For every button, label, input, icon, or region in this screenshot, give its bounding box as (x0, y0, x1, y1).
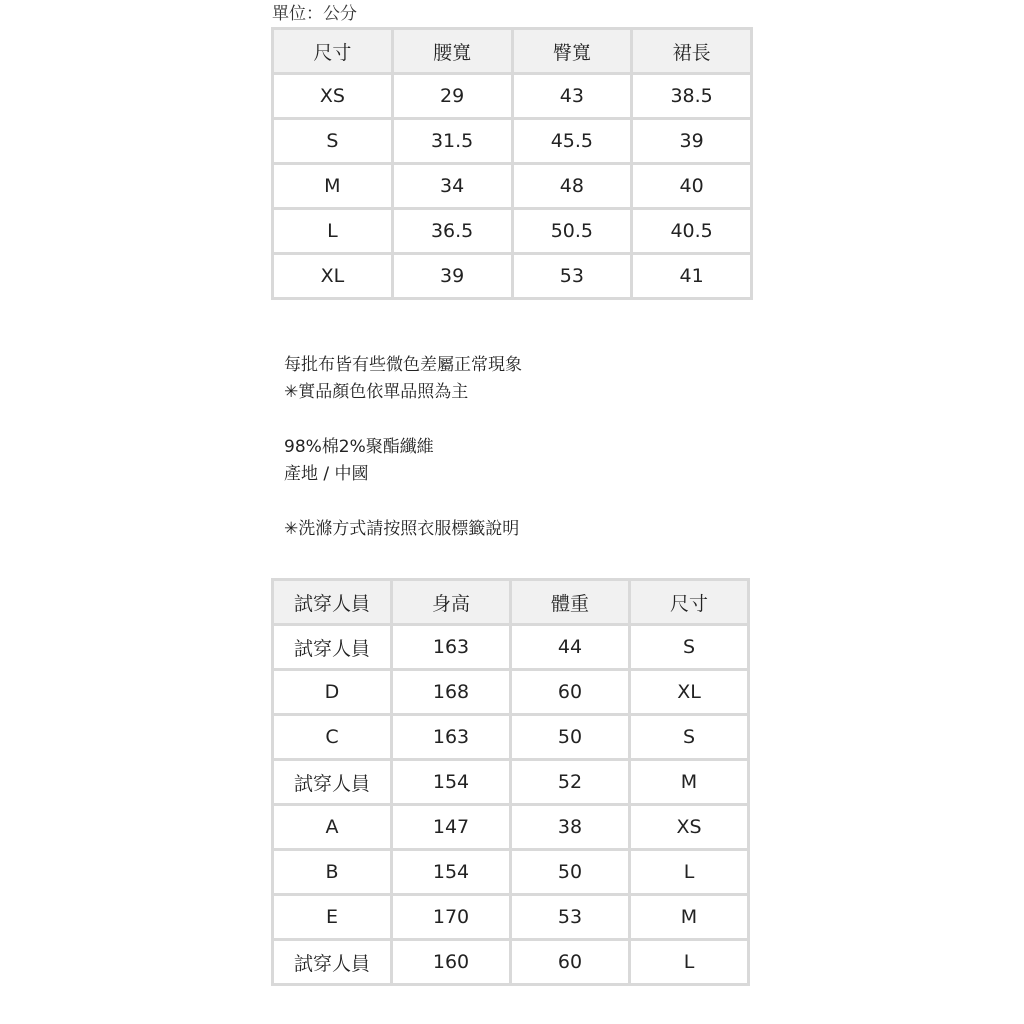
header-cell: 腰寬 (392, 29, 512, 74)
table-cell: XL (630, 670, 749, 715)
table-cell: D (273, 670, 392, 715)
table-cell: M (273, 164, 393, 209)
table-cell: 170 (392, 895, 511, 940)
table-cell: 41 (632, 254, 752, 299)
header-cell: 體重 (511, 580, 630, 625)
model-table-header-row (273, 580, 749, 625)
care-notes (284, 516, 519, 543)
table-cell: 50.5 (512, 209, 632, 254)
table-cell: 40.5 (632, 209, 752, 254)
table-cell: 52 (511, 760, 630, 805)
table-cell: S (630, 625, 749, 670)
table-row (273, 895, 749, 940)
table-cell: L (630, 850, 749, 895)
header-cell: 身高 (392, 580, 511, 625)
table-cell: 38.5 (632, 74, 752, 119)
table-row (273, 940, 749, 985)
table-cell: 163 (392, 715, 511, 760)
table-cell: 29 (392, 74, 512, 119)
table-cell: 147 (392, 805, 511, 850)
table-cell: 39 (392, 254, 512, 299)
table-cell: 34 (392, 164, 512, 209)
table-row (273, 670, 749, 715)
table-cell: 36.5 (392, 209, 512, 254)
table-cell: L (630, 940, 749, 985)
table-cell: 154 (392, 760, 511, 805)
table-cell: 試穿人員 (273, 940, 392, 985)
header-cell: 試穿人員 (273, 580, 392, 625)
size-chart-table (271, 27, 753, 300)
table-cell: 160 (392, 940, 511, 985)
header-cell: 裙長 (632, 29, 752, 74)
table-cell: 38 (511, 805, 630, 850)
table-cell: 43 (512, 74, 632, 119)
color-variation-note: 每批布皆有些微色差屬正常現象 (284, 355, 522, 375)
table-row (273, 625, 749, 670)
washing-instructions-note: ✳洗滌方式請按照衣服標籤說明 (284, 519, 520, 539)
table-cell: 試穿人員 (273, 625, 392, 670)
table-cell: 168 (392, 670, 511, 715)
table-row (273, 209, 752, 254)
table-cell: E (273, 895, 392, 940)
table-cell: 53 (512, 254, 632, 299)
table-cell: C (273, 715, 392, 760)
product-notes (284, 352, 522, 406)
model-fit-table (271, 578, 750, 986)
table-cell: S (273, 119, 393, 164)
table-cell: 45.5 (512, 119, 632, 164)
table-row (273, 164, 752, 209)
table-cell: 48 (512, 164, 632, 209)
table-cell: XS (630, 805, 749, 850)
table-cell: XS (273, 74, 393, 119)
table-cell: 試穿人員 (273, 760, 392, 805)
table-cell: 60 (511, 940, 630, 985)
table-cell: 31.5 (392, 119, 512, 164)
table-row (273, 715, 749, 760)
table-cell: L (273, 209, 393, 254)
material-notes (284, 434, 434, 488)
table-cell: 44 (511, 625, 630, 670)
table-row (273, 74, 752, 119)
table-row (273, 805, 749, 850)
table-cell: 163 (392, 625, 511, 670)
table-row (273, 850, 749, 895)
size-chart-header-row (273, 29, 752, 74)
actual-color-note: ✳實品顏色依單品照為主 (284, 382, 469, 402)
table-cell: B (273, 850, 392, 895)
origin-note: 產地 / 中國 (284, 464, 369, 484)
table-row (273, 119, 752, 164)
table-cell: 154 (392, 850, 511, 895)
table-cell: 39 (632, 119, 752, 164)
table-cell: A (273, 805, 392, 850)
table-row (273, 760, 749, 805)
table-cell: S (630, 715, 749, 760)
header-cell: 尺寸 (630, 580, 749, 625)
table-row (273, 254, 752, 299)
table-cell: 50 (511, 715, 630, 760)
table-cell: 53 (511, 895, 630, 940)
table-cell: M (630, 895, 749, 940)
table-cell: 60 (511, 670, 630, 715)
table-cell: M (630, 760, 749, 805)
table-cell: 40 (632, 164, 752, 209)
table-cell: XL (273, 254, 393, 299)
unit-label: 單位：公分 (272, 4, 357, 24)
header-cell: 尺寸 (273, 29, 393, 74)
header-cell: 臀寬 (512, 29, 632, 74)
table-cell: 50 (511, 850, 630, 895)
material-composition: 98%棉2%聚酯纖維 (284, 437, 434, 457)
